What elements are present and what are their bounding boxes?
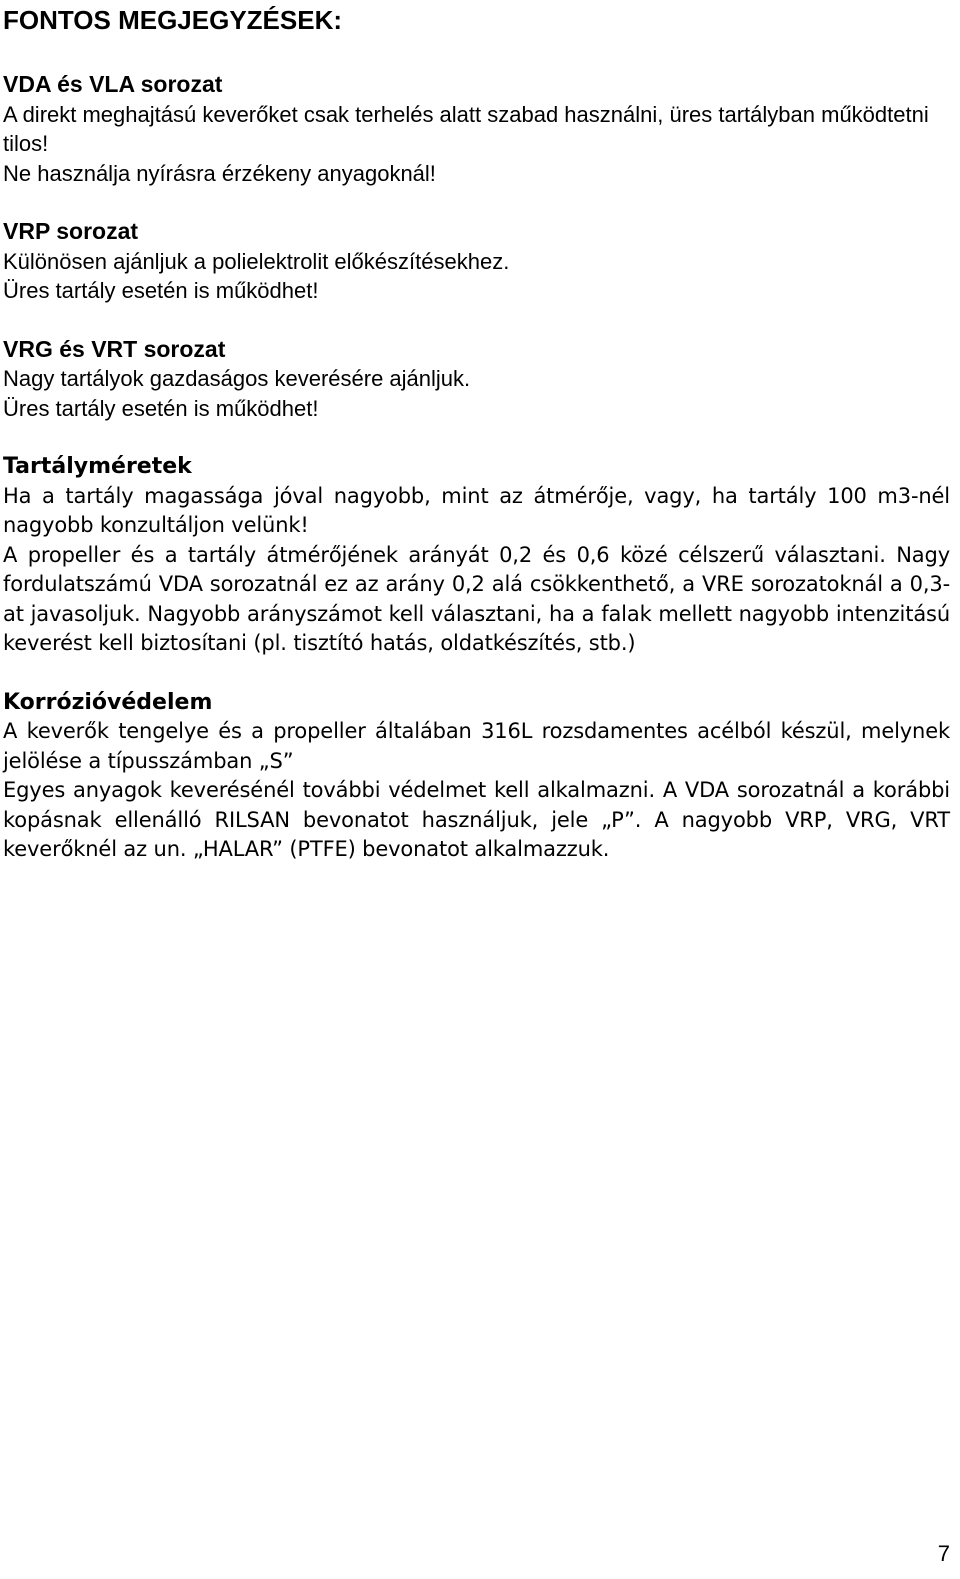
paragraph: Üres tartály esetén is működhet! bbox=[3, 278, 319, 303]
paragraph: Ne használja nyírásra érzékeny anyagoknál! bbox=[3, 160, 436, 186]
paragraph: Egyes anyagok keverésénél további védelmet kell alkalmazni. A VDA sorozatnál a korábbi kopásnak ellenálló RILSAN bevonatot használjuk, jele „P”. A nagyobb VRP, VRG, VRT keverőknél az un. „HALAR” (PTFE) bevonatot alkalmazzuk. bbox=[3, 778, 950, 861]
section-vrp bbox=[3, 217, 950, 306]
document-page bbox=[3, 4, 950, 894]
paragraph: A keverők tengelye és a propeller általában 316L rozsdamentes acélból készül, melynek jelölése a típusszámban „S” bbox=[3, 719, 950, 773]
paragraph: A propeller és a tartály átmérőjének arányát 0,2 és 0,6 közé célszerű választani. Nagy fordulatszámú VDA sorozatnál ez az arány 0,2 alá csökkenthető, a VRE sorozatoknál a 0,3-at javasoljuk. Nagyobb arányszámot kell választani, ha a falak mellett nagyobb intenzitású keverést kell biztosítani (pl. tisztító hatás, oldatkészítés, stb.) bbox=[3, 542, 950, 655]
section-heading: Korrózióvédelem bbox=[3, 689, 213, 715]
section-heading: VRP sorozat bbox=[3, 218, 139, 244]
page-number: 7 bbox=[937, 1541, 950, 1566]
page-title: FONTOS MEGJEGYZÉSEK: bbox=[3, 5, 343, 35]
section-vda-vla bbox=[3, 70, 950, 188]
paragraph: Ha a tartály magassága jóval nagyobb, mint az átmérője, vagy, ha tartály 100 m3-nél nagyobb konzultáljon velünk! bbox=[3, 483, 950, 537]
section-heading: VRG és VRT sorozat bbox=[3, 335, 226, 362]
paragraph: Különösen ajánljuk a polielektrolit előkészítésekhez. bbox=[3, 248, 510, 274]
section-vrg-vrt bbox=[3, 335, 950, 424]
section-heading: Tartályméretek bbox=[3, 454, 192, 479]
paragraph: A direkt meghajtású keverőket csak terhelés alatt szabad használni, üres tartályban működtetni tilos! bbox=[3, 101, 929, 156]
section-heading: VDA és VLA sorozat bbox=[3, 71, 223, 97]
paragraph: Üres tartály esetén is működhet! bbox=[3, 395, 319, 421]
section-corrosion-protection bbox=[3, 688, 950, 865]
paragraph: Nagy tartályok gazdaságos keverésére ajánljuk. bbox=[3, 366, 471, 391]
section-tank-sizes bbox=[3, 452, 950, 659]
